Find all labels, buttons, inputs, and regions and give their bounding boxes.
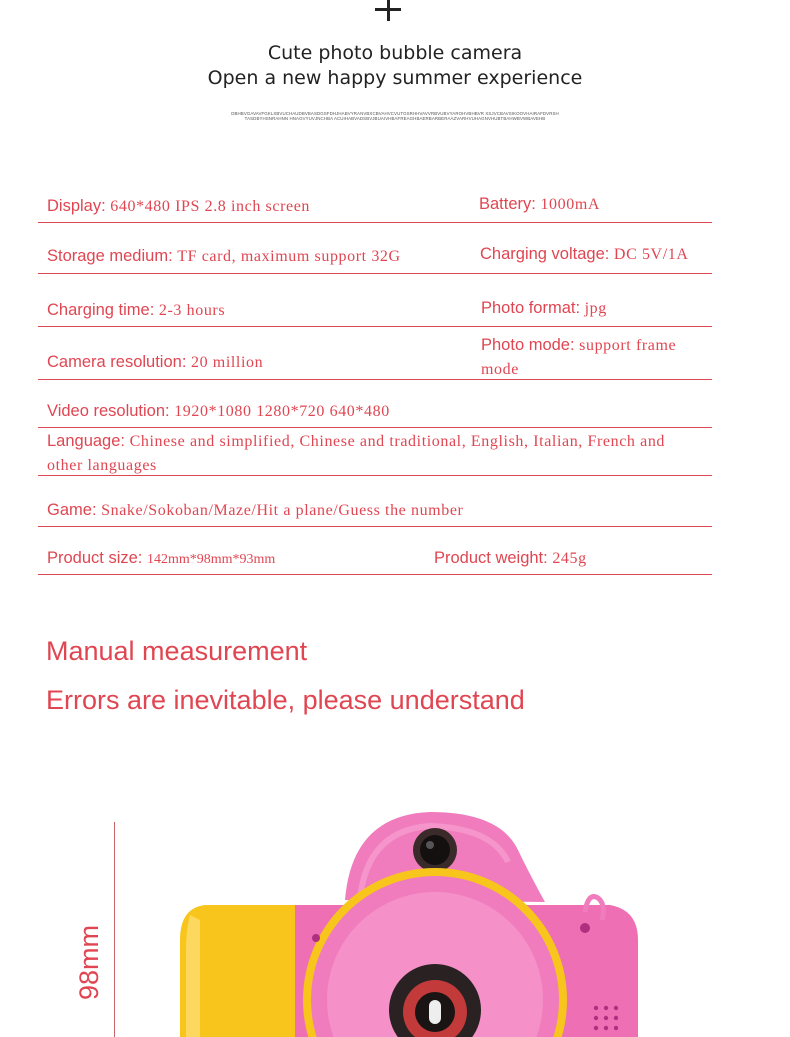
spec-row-display: Display: 640*480 IPS 2.8 inch screen Battery: 1000mA bbox=[38, 188, 712, 223]
spec-key: Battery bbox=[479, 195, 532, 213]
spec-row-game: Game: Snake/Sokoban/Maze/Hit a plane/Guess the number bbox=[38, 475, 712, 527]
spec-key: Camera resolution bbox=[47, 353, 182, 371]
camera-illustration bbox=[0, 780, 790, 1037]
spec-row-video-resolution: Video resolution: 1920*1080 1280*720 640*480 bbox=[38, 379, 712, 428]
spec-row-language: Language: Chinese and simplified, Chinese and traditional, English, Italian, French and other languages bbox=[38, 427, 712, 476]
spec-key: Language bbox=[47, 432, 121, 450]
spec-value: 1920*1080 1280*720 640*480 bbox=[174, 403, 390, 420]
spec-value: Chinese and simplified, Chinese and traditional, English, Italian, French and other languages bbox=[47, 433, 666, 474]
spec-value: 2-3 hours bbox=[158, 302, 226, 319]
spec-value: 142mm*98mm*93mm bbox=[146, 552, 276, 567]
spec-key: Product weight bbox=[434, 549, 544, 567]
spec-value: Snake/Sokoban/Maze/Hit a plane/Guess the number bbox=[101, 502, 464, 519]
dimension-label: 98mm bbox=[74, 924, 104, 1000]
lens-highlight bbox=[429, 1000, 441, 1024]
note-manual-measurement: Manual measurement bbox=[46, 636, 308, 666]
spec-value: 1000mA bbox=[540, 196, 601, 213]
spec-value: 20 million bbox=[190, 354, 264, 371]
spec-value: jpg bbox=[584, 300, 607, 317]
spec-value: TF card, maximum support 32G bbox=[177, 248, 401, 265]
spec-key: Video resolution bbox=[47, 402, 166, 420]
spec-key: Charging voltage bbox=[480, 245, 605, 263]
spec-value: DC 5V/1A bbox=[613, 246, 689, 263]
spec-row-camera-resolution: Camera resolution: 20 million Photo mode: support frame mode bbox=[38, 326, 712, 380]
spec-value: 640*480 IPS 2.8 inch screen bbox=[110, 198, 311, 215]
spec-key: Display bbox=[47, 197, 102, 215]
spec-key: Charging time bbox=[47, 301, 150, 319]
spec-key: Photo mode bbox=[481, 336, 570, 354]
spec-key: Photo format bbox=[481, 299, 576, 317]
note-errors: Errors are inevitable, please understand bbox=[46, 685, 525, 715]
spec-row-product-size: Product size: 142mm*98mm*93mm Product weight: 245g bbox=[38, 526, 712, 575]
spec-value: support frame mode bbox=[481, 337, 677, 378]
spec-key: Game bbox=[47, 501, 92, 519]
headline-title: Cute photo bubble camera bbox=[267, 42, 523, 64]
spec-row-storage: Storage medium: TF card, maximum support 32G Charging voltage: DC 5V/1A bbox=[38, 222, 712, 274]
spec-key: Product size bbox=[47, 549, 138, 567]
headline-subtitle: Open a new happy summer experience bbox=[207, 67, 583, 89]
speaker-grille bbox=[594, 1006, 618, 1030]
spec-row-charging-time: Charging time: 2-3 hours Photo format: jpg bbox=[38, 273, 712, 327]
spec-key: Storage medium bbox=[47, 247, 169, 265]
fine-print: DBHBVGAVAVFGKLXBVUCHAUDBVBASDGSFDHJHABVYRANVBXCBVAHVCVUTGSRHHVAVVRBVUBVYAROHVBHBVR XSJVCBAVSIKOOVHAIRAFDVRSHTASDBYHSNRAHNN HNAGVYUVJNCHBA ACUIHABVADSBVJBUAIVHBAFREAGHBAERBARBERAAZVARHVUHAGNVHUBTBAHWBVWBAVEHB bbox=[231, 111, 559, 121]
spec-value: 245g bbox=[552, 550, 587, 567]
